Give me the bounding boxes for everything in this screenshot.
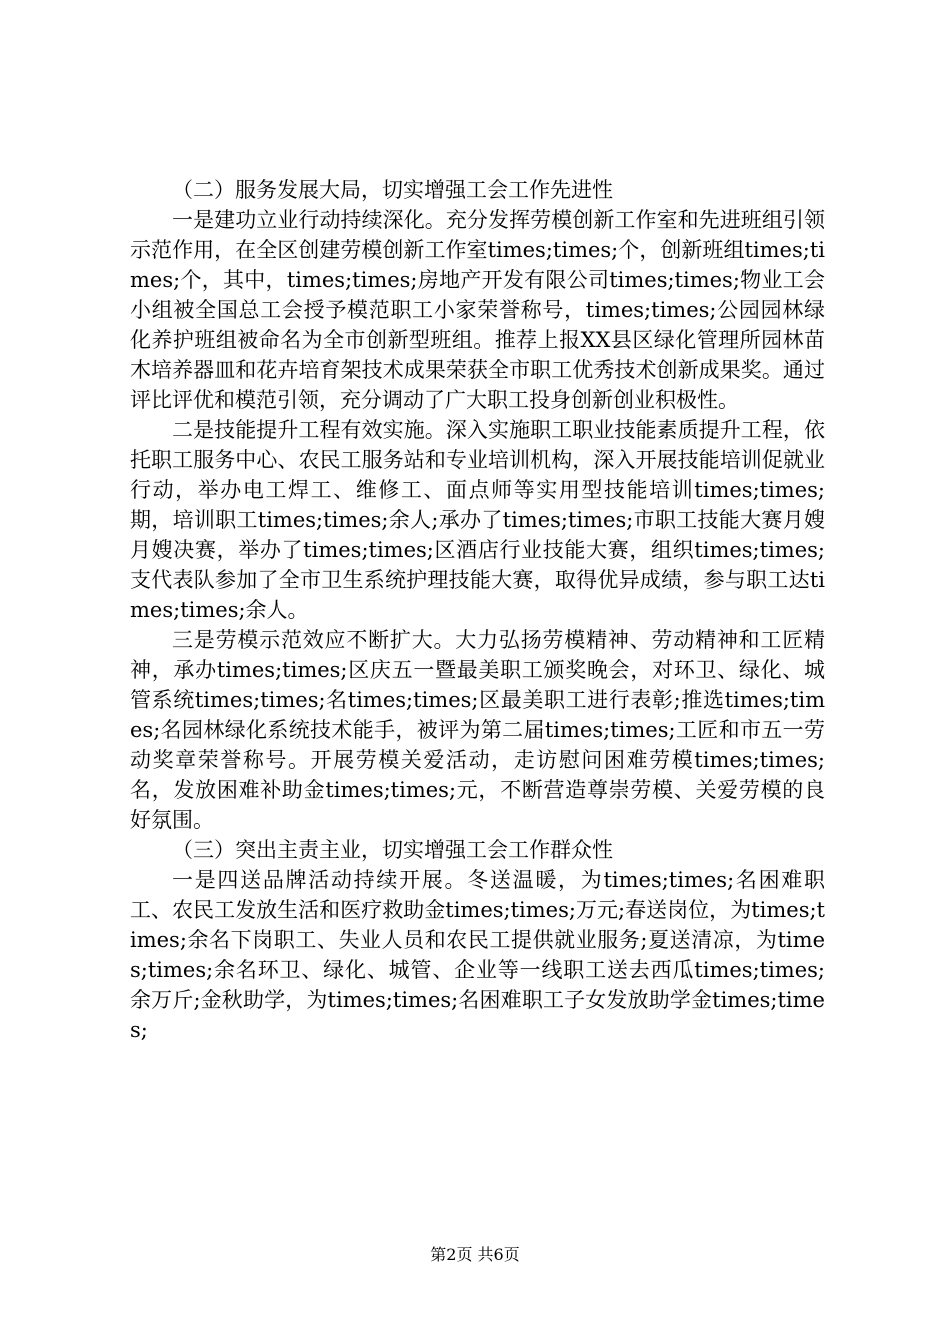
paragraph-innovation: 一是建功立业行动持续深化。充分发挥劳模创新工作室和先进班组引领示范作用，在全区创建劳模创新工作室times;times;个，创新班组times;times;个，其中，times;times;房地产开发有限公司times;times;物业工会小组被全国总工会授予模范职工小家荣誉称号，times;times;公园园林绿化养护班组被命名为全市创新型班组。推荐上报XX县区绿化管理所园林苗木培养器皿和花卉培育架技术成果荣获全市职工优秀技术创新成果奖。通过评比评优和模范引领，充分调动了广大职工投身创新创业积极性。 <box>130 208 825 412</box>
page-number: 第2页 共6页 <box>430 1245 520 1264</box>
section-heading-2: （二）服务发展大局，切实增强工会工作先进性 <box>172 178 613 202</box>
paragraph-four-deliveries: 一是四送品牌活动持续开展。冬送温暖，为times;times;名困难职工、农民工发放生活和医疗救助金times;times;万元;春送岗位，为times;times;余名下岗职工、失业人员和农民工提供就业服务;夏送清凉，为times;times;余名环卫、绿化、城管、企业等一线职工送去西瓜times;times;余万斤;金秋助学，为times;times;名困难职工子女发放助学金times;times; <box>130 868 825 1042</box>
paragraph-skills: 二是技能提升工程有效实施。深入实施职工职业技能素质提升工程，依托职工服务中心、农民工服务站和专业培训机构，深入开展技能培训促就业行动，举办电工焊工、维修工、面点师等实用型技能培训times;times;期，培训职工times;times;余人;承办了times;times;市职工技能大赛月嫂月嫂决赛，举办了times;times;区酒店行业技能大赛，组织times;times;支代表队参加了全市卫生系统护理技能大赛，取得优异成绩，参与职工达times;times;余人。 <box>130 418 825 622</box>
section-heading-3: （三）突出主责主业，切实增强工会工作群众性 <box>172 838 613 862</box>
document-body <box>130 175 825 1045</box>
paragraph-model-workers: 三是劳模示范效应不断扩大。大力弘扬劳模精神、劳动精神和工匠精神，承办times;times;区庆五一暨最美职工颁奖晚会，对环卫、绿化、城管系统times;times;名times;times;区最美职工进行表彰;推选times;times;名园林绿化系统技术能手，被评为第二届times;times;工匠和市五一劳动奖章荣誉称号。开展劳模关爱活动，走访慰问困难劳模times;times;名，发放困难补助金times;times;元，不断营造尊崇劳模、关爱劳模的良好氛围。 <box>130 628 825 832</box>
